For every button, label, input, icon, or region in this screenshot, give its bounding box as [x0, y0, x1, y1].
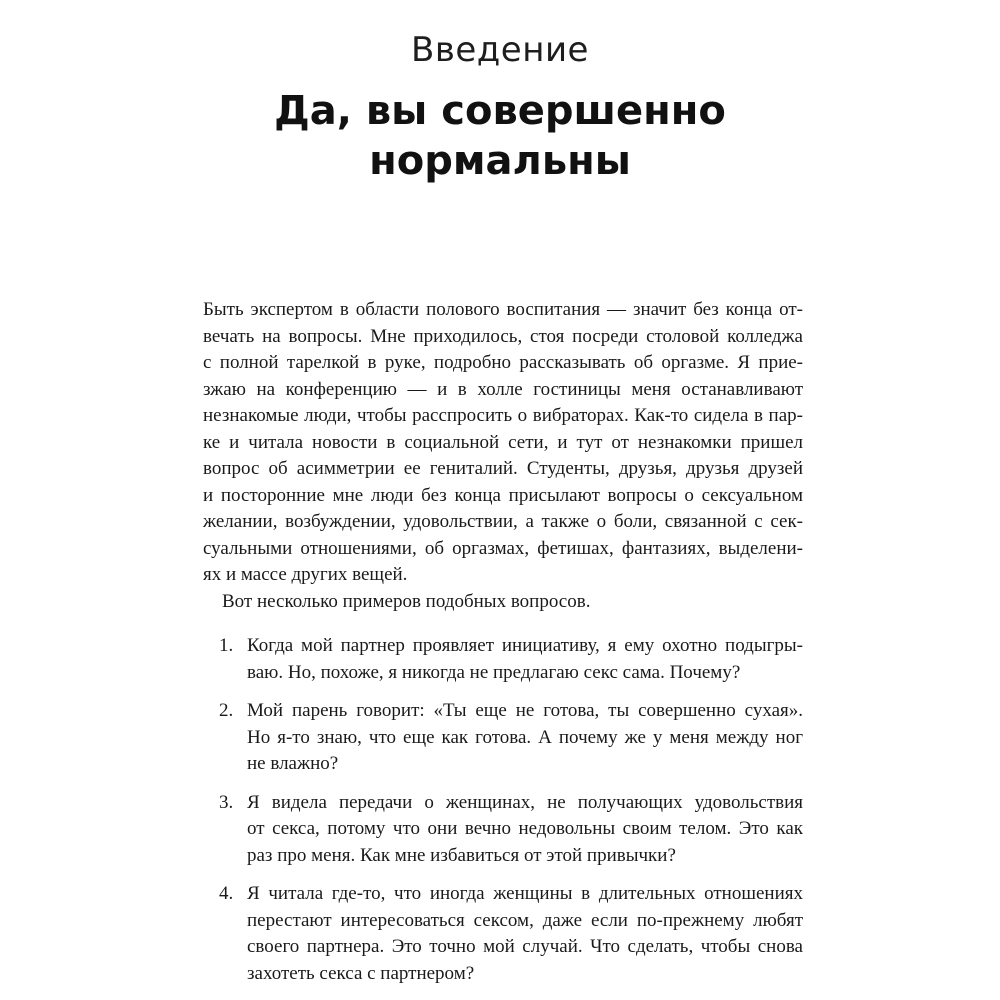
text-line: вечать на вопросы. Мне приходилось, стоя посреди столовой колледжа — [203, 325, 803, 347]
question-line: ваю. Но, похоже, я никогда не предлагаю секс сама. Почему? — [247, 661, 741, 683]
question-line: Я видела передачи о женщинах, не получающих удовольствия — [247, 791, 803, 813]
question-line: перестают интересоваться сексом, даже если по-прежнему любят — [247, 909, 803, 931]
text-line: суальными отношениями, об оргазмах, фетишах, фантазиях, выделени- — [203, 537, 803, 559]
question-line: раз про меня. Как мне избавиться от этой привычки? — [247, 844, 676, 866]
question-number: 2. — [219, 700, 234, 721]
text-line: вопрос об асимметрии ее гениталий. Студенты, друзья, друзья друзей — [203, 458, 803, 479]
text-line: ке и читала новости в социальной сети, и тут от незнакомки пришел — [203, 431, 803, 453]
question-item — [219, 881, 803, 987]
question-line: захотеть секса с партнером? — [247, 962, 475, 984]
questions-list — [219, 633, 803, 999]
question-line: своего партнера. Это точно мой случай. Что сделать, чтобы снова — [247, 936, 803, 957]
chapter-label: Введение — [411, 30, 589, 70]
text-line: незнакомые люди, чтобы расспросить о вибраторах. Как-то сидела в пар- — [203, 405, 803, 426]
intro-paragraph — [203, 297, 803, 615]
question-line: не влажно? — [247, 753, 339, 774]
text-line: зжаю на конференцию — и в холле гостиницы меня останавливают — [203, 378, 803, 400]
text-line: с полной тарелкой в руке, подробно рассказывать об оргазме. Я прие- — [203, 352, 803, 373]
question-item — [219, 698, 803, 778]
lead-in-text: Вот несколько примеров подобных вопросов. — [222, 590, 591, 612]
question-line: Но я-то знаю, что еще как готова. А почему же у меня между ног — [247, 726, 803, 748]
question-item — [219, 790, 803, 870]
question-line: Мой парень говорит: «Ты еще не готова, ты совершенно сухая». — [247, 700, 803, 721]
question-line: от секса, потому что они вечно недовольны своим телом. Это как — [247, 818, 803, 839]
text-line: желании, возбуждении, удовольствии, а также о боли, связанной с сек- — [203, 511, 803, 532]
question-line: Когда мой партнер проявляет инициативу, я ему охотно подыгры- — [247, 635, 803, 656]
text-line: и посторонние мне люди без конца присылают вопросы о сексуальном — [203, 484, 803, 506]
chapter-title-line: Да, вы совершенно — [274, 88, 726, 134]
chapter-title — [0, 86, 1000, 186]
question-line: Я читала где-то, что иногда женщины в длительных отношениях — [247, 883, 803, 904]
text-line: ях и массе других вещей. — [203, 564, 408, 585]
question-item — [219, 633, 803, 686]
chapter-title-line: нормальны — [369, 138, 631, 184]
question-number: 4. — [219, 883, 234, 904]
question-number: 3. — [219, 791, 234, 813]
text-line: Быть экспертом в области полового воспитания — значит без конца от- — [203, 299, 803, 320]
question-number: 1. — [219, 635, 234, 656]
